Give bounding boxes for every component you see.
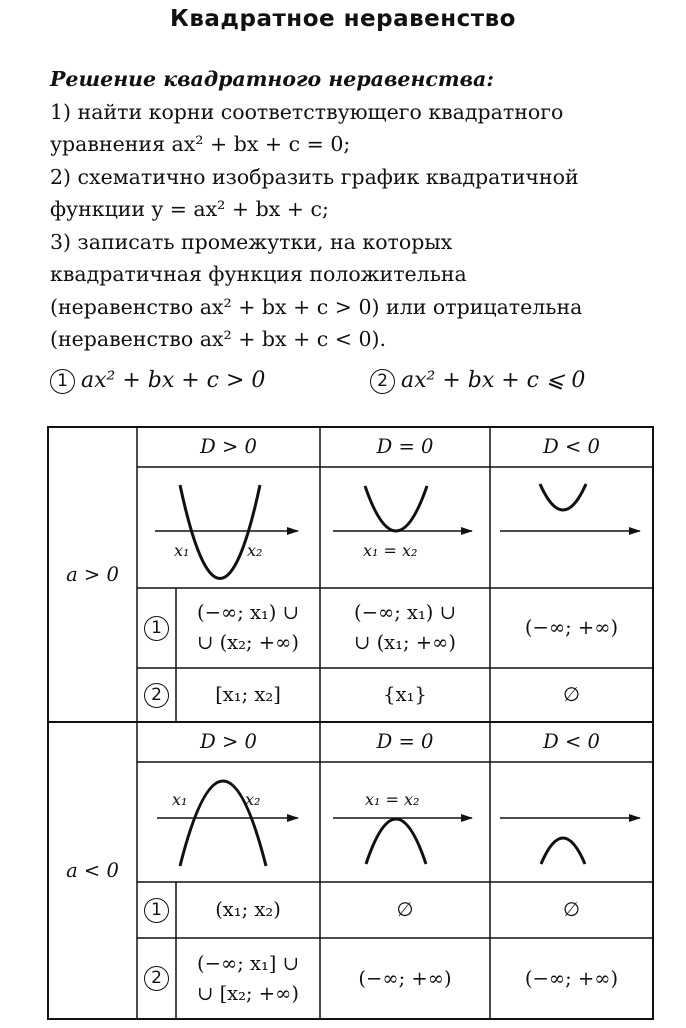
- row-marker: 1: [137, 588, 176, 668]
- parabola-up: [540, 484, 586, 510]
- row-marker: 2: [137, 938, 176, 1019]
- cell-solution: ∅: [563, 683, 580, 706]
- root-label: x₁ = x₂: [365, 790, 420, 809]
- header-d-zero: D = 0: [376, 435, 434, 458]
- intro-line: (неравенство ax² + bx + c < 0).: [50, 327, 387, 351]
- cell-solution: [176, 938, 320, 1019]
- solution-line: ∪ (x₁; +∞): [354, 631, 456, 654]
- cell-solution: [x₁; x₂]: [215, 683, 281, 706]
- row-marker: 1: [137, 882, 176, 938]
- intro-line: 2) схематично изобразить график квадратичной: [50, 164, 579, 189]
- row-label-a-positive: a > 0: [66, 562, 119, 586]
- intro-line: 3) записать промежутки, на которых: [50, 229, 453, 254]
- row-marker: 2: [137, 668, 176, 722]
- solution-line: (−∞; x₁] ∪: [197, 951, 299, 975]
- solution-line: (−∞; x₁) ∪: [354, 601, 456, 624]
- parabola-down: [541, 838, 585, 864]
- cell-solution: {x₁}: [383, 683, 427, 706]
- header-d-positive: D > 0: [200, 730, 257, 753]
- row-label-a-negative: a < 0: [66, 858, 119, 882]
- header-d-negative: D < 0: [543, 730, 600, 753]
- root-label: x₁ = x₂: [363, 541, 418, 560]
- cell-solution: [320, 588, 490, 668]
- intro-heading: Решение квадратного неравенства:: [50, 67, 494, 91]
- circled-number: 1: [50, 369, 75, 394]
- root-label: x₁: [174, 541, 190, 560]
- solution-line: (−∞; x₁) ∪: [197, 601, 299, 624]
- root-label: x₂: [247, 541, 263, 560]
- cell-solution: (−∞; +∞): [524, 616, 619, 639]
- root-label: x₂: [245, 790, 261, 809]
- header-d-negative: D < 0: [543, 435, 600, 458]
- cell-solution: (x₁; x₂): [215, 898, 281, 921]
- page-title: Квадратное неравенство: [170, 6, 516, 32]
- header-d-zero: D = 0: [376, 730, 434, 753]
- cell-solution: ∅: [563, 898, 580, 921]
- inequality-text: ax² + bx + c > 0: [81, 368, 266, 393]
- cell-solution: (−∞; +∞): [358, 966, 452, 990]
- inequality-text: ax² + bx + c ⩽ 0: [401, 368, 586, 393]
- cell-solution: ∅: [396, 898, 414, 921]
- intro-line: функции y = ax² + bx + c;: [50, 197, 329, 221]
- root-label: x₁: [172, 790, 188, 809]
- solution-line: ∪ [x₂; +∞): [197, 981, 299, 1005]
- cell-solution: [176, 588, 320, 668]
- intro-line: уравнения ax² + bx + c = 0;: [50, 132, 351, 156]
- cell-solution: (−∞; +∞): [524, 966, 619, 990]
- circled-number: 2: [370, 369, 395, 394]
- header-d-positive: D > 0: [200, 435, 257, 458]
- intro-line: квадратичная функция положительна: [50, 262, 467, 286]
- intro-line: (неравенство ax² + bx + c > 0) или отрицательна: [50, 294, 583, 319]
- solution-line: ∪ (x₂; +∞): [197, 631, 299, 654]
- parabola-down: [366, 819, 426, 864]
- parabola-up: [365, 486, 427, 531]
- intro-line: 1) найти корни соответствующего квадратного: [50, 99, 564, 124]
